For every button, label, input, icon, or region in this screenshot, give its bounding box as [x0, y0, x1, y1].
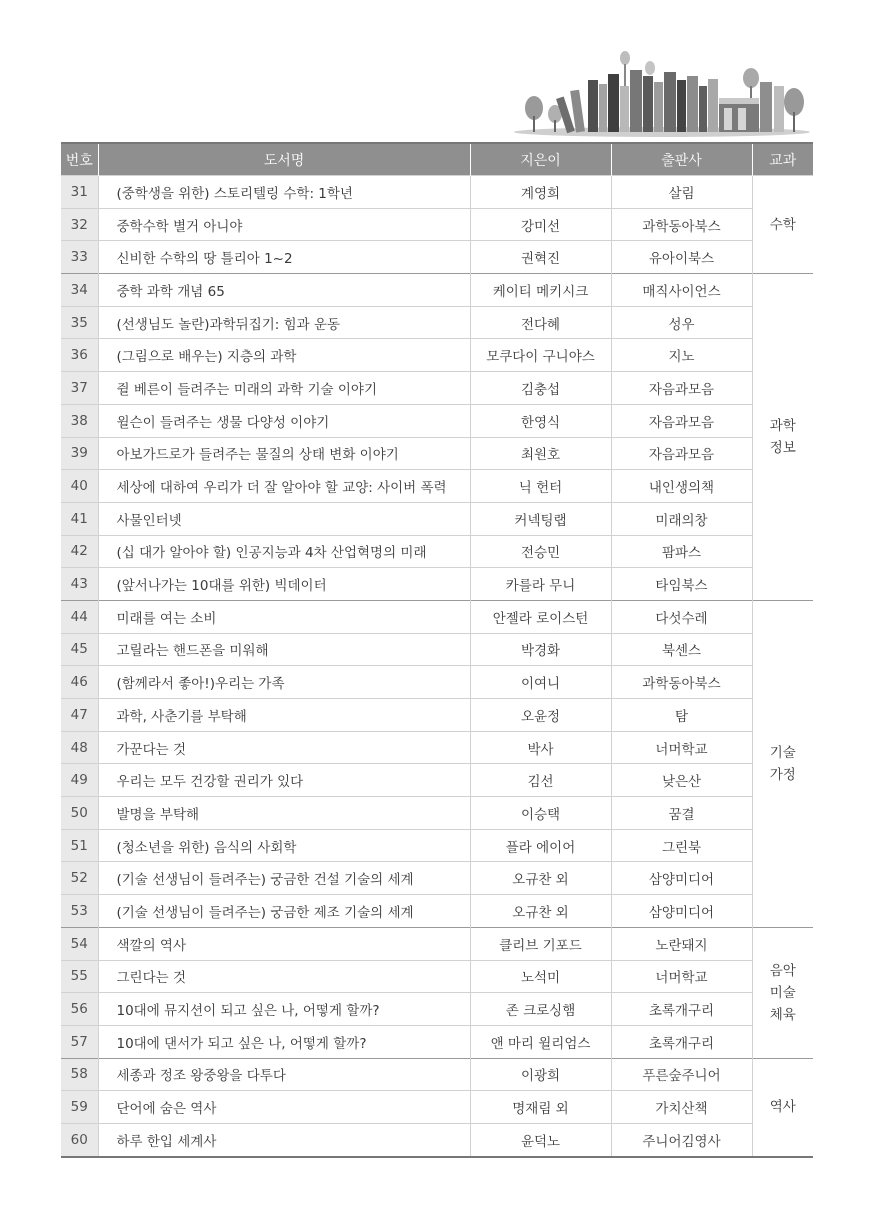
row-number: 38 [61, 404, 98, 437]
book-title: 아보가드로가 들려주는 물질의 상태 변화 이야기 [98, 437, 470, 470]
book-title: (앞서나가는 10대를 위한) 빅데이터 [98, 568, 470, 601]
table-row [61, 699, 813, 732]
table-row [61, 208, 813, 241]
book-publisher: 삼양미디어 [611, 895, 752, 928]
header-subject: 교과 [752, 143, 813, 176]
book-title: (함께라서 좋아!)우리는 가족 [98, 666, 470, 699]
table-row [61, 241, 813, 274]
row-number: 54 [61, 927, 98, 960]
row-number: 35 [61, 306, 98, 339]
table-row [61, 470, 813, 503]
book-author: 김충섭 [470, 372, 611, 405]
book-title: (선생님도 놀란)과학뒤집기: 힘과 운동 [98, 306, 470, 339]
book-publisher: 살림 [611, 176, 752, 209]
row-number: 56 [61, 993, 98, 1026]
table-row [61, 600, 813, 633]
row-number: 39 [61, 437, 98, 470]
table-row [61, 927, 813, 960]
row-number: 45 [61, 633, 98, 666]
book-author: 케이티 메키시크 [470, 274, 611, 307]
row-number: 41 [61, 502, 98, 535]
table-row [61, 339, 813, 372]
row-number: 44 [61, 600, 98, 633]
book-author: 존 크로싱햄 [470, 993, 611, 1026]
book-publisher: 너머학교 [611, 731, 752, 764]
book-author: 오규찬 외 [470, 895, 611, 928]
book-author: 계영희 [470, 176, 611, 209]
book-title: 우리는 모두 건강할 권리가 있다 [98, 764, 470, 797]
book-title: (십 대가 알아야 할) 인공지능과 4차 산업혁명의 미래 [98, 535, 470, 568]
table-row [61, 895, 813, 928]
book-publisher: 너머학교 [611, 960, 752, 993]
table-row [61, 993, 813, 1026]
table-row [61, 829, 813, 862]
book-title: 중학 과학 개념 65 [98, 274, 470, 307]
book-author: 한영식 [470, 404, 611, 437]
book-title: 미래를 여는 소비 [98, 600, 470, 633]
row-number: 58 [61, 1058, 98, 1091]
book-publisher: 지노 [611, 339, 752, 372]
row-number: 47 [61, 699, 98, 732]
subject-cell: 기술 가정 [752, 600, 813, 927]
book-author: 박경화 [470, 633, 611, 666]
table-body [61, 176, 813, 1157]
row-number: 48 [61, 731, 98, 764]
book-publisher: 팜파스 [611, 535, 752, 568]
book-author: 노석미 [470, 960, 611, 993]
table-row [61, 568, 813, 601]
table-row [61, 731, 813, 764]
book-title: (중학생을 위한) 스토리텔링 수학: 1학년 [98, 176, 470, 209]
row-number: 49 [61, 764, 98, 797]
book-title: 중학수학 별거 아니야 [98, 208, 470, 241]
header-number: 번호 [61, 143, 98, 176]
book-author: 전다혜 [470, 306, 611, 339]
book-author: 윤덕노 [470, 1123, 611, 1156]
book-publisher: 탐 [611, 699, 752, 732]
row-number: 59 [61, 1091, 98, 1124]
book-title: 고릴라는 핸드폰을 미워해 [98, 633, 470, 666]
row-number: 34 [61, 274, 98, 307]
row-number: 42 [61, 535, 98, 568]
book-publisher: 초록개구리 [611, 993, 752, 1026]
book-title: 10대에 댄서가 되고 싶은 나, 어떻게 할까? [98, 1025, 470, 1058]
book-author: 오규찬 외 [470, 862, 611, 895]
book-author: 카를라 무니 [470, 568, 611, 601]
book-author: 앤 마리 윌리엄스 [470, 1025, 611, 1058]
row-number: 37 [61, 372, 98, 405]
row-number: 55 [61, 960, 98, 993]
table-row [61, 1091, 813, 1124]
book-author: 클리브 기포드 [470, 927, 611, 960]
book-list-table [61, 142, 813, 1158]
book-title: 과학, 사춘기를 부탁해 [98, 699, 470, 732]
row-number: 50 [61, 797, 98, 830]
book-publisher: 초록개구리 [611, 1025, 752, 1058]
table-row [61, 633, 813, 666]
book-author: 강미선 [470, 208, 611, 241]
book-title: (청소년을 위한) 음식의 사회학 [98, 829, 470, 862]
book-publisher: 낮은산 [611, 764, 752, 797]
book-publisher: 자음과모음 [611, 404, 752, 437]
table-row [61, 535, 813, 568]
book-publisher: 내인생의책 [611, 470, 752, 503]
row-number: 52 [61, 862, 98, 895]
book-title: 발명을 부탁해 [98, 797, 470, 830]
book-author: 박사 [470, 731, 611, 764]
book-publisher: 삼양미디어 [611, 862, 752, 895]
subject-cell: 음악 미술 체육 [752, 927, 813, 1058]
header-author: 지은이 [470, 143, 611, 176]
book-publisher: 주니어김영사 [611, 1123, 752, 1156]
book-publisher: 자음과모음 [611, 437, 752, 470]
table-row [61, 666, 813, 699]
book-author: 명재림 외 [470, 1091, 611, 1124]
book-publisher: 과학동아북스 [611, 666, 752, 699]
book-title: 하루 한입 세계사 [98, 1123, 470, 1156]
book-author: 권혁진 [470, 241, 611, 274]
row-number: 36 [61, 339, 98, 372]
row-number: 60 [61, 1123, 98, 1156]
book-publisher: 그린북 [611, 829, 752, 862]
book-publisher: 북센스 [611, 633, 752, 666]
row-number: 43 [61, 568, 98, 601]
book-publisher: 성우 [611, 306, 752, 339]
book-title: 세종과 정조 왕중왕을 다투다 [98, 1058, 470, 1091]
subject-cell: 과학 정보 [752, 274, 813, 601]
table-row [61, 1123, 813, 1156]
table-header-row [61, 143, 813, 176]
book-title: 색깔의 역사 [98, 927, 470, 960]
row-number: 33 [61, 241, 98, 274]
header-title: 도서명 [98, 143, 470, 176]
book-title: 윌슨이 들려주는 생물 다양성 이야기 [98, 404, 470, 437]
book-author: 이승택 [470, 797, 611, 830]
table-row [61, 274, 813, 307]
table-row [61, 862, 813, 895]
book-publisher: 푸른숲주니어 [611, 1058, 752, 1091]
book-author: 오윤정 [470, 699, 611, 732]
table-row [61, 502, 813, 535]
book-title: 신비한 수학의 땅 틀리아 1~2 [98, 241, 470, 274]
book-author: 전승민 [470, 535, 611, 568]
table-row [61, 176, 813, 209]
book-title: 그린다는 것 [98, 960, 470, 993]
table-row [61, 306, 813, 339]
book-title: (그림으로 배우는) 지층의 과학 [98, 339, 470, 372]
book-publisher: 과학동아북스 [611, 208, 752, 241]
book-publisher: 자음과모음 [611, 372, 752, 405]
row-number: 57 [61, 1025, 98, 1058]
table-row [61, 960, 813, 993]
row-number: 46 [61, 666, 98, 699]
table-row [61, 404, 813, 437]
book-publisher: 다섯수레 [611, 600, 752, 633]
book-title: 세상에 대하여 우리가 더 잘 알아야 할 교양: 사이버 폭력 [98, 470, 470, 503]
book-author: 닉 헌터 [470, 470, 611, 503]
book-author: 커넥팅랩 [470, 502, 611, 535]
book-publisher: 꿈결 [611, 797, 752, 830]
table-row [61, 1025, 813, 1058]
row-number: 53 [61, 895, 98, 928]
book-title: 가꾼다는 것 [98, 731, 470, 764]
book-publisher: 타임북스 [611, 568, 752, 601]
book-author: 플라 에이어 [470, 829, 611, 862]
subject-cell: 역사 [752, 1058, 813, 1157]
book-author: 이여니 [470, 666, 611, 699]
table-row [61, 372, 813, 405]
book-author: 모쿠다이 구니야스 [470, 339, 611, 372]
book-title: 단어에 숨은 역사 [98, 1091, 470, 1124]
book-author: 최원호 [470, 437, 611, 470]
book-publisher: 유아이북스 [611, 241, 752, 274]
row-number: 40 [61, 470, 98, 503]
row-number: 32 [61, 208, 98, 241]
book-author: 이광희 [470, 1058, 611, 1091]
book-title: (기술 선생님이 들려주는) 궁금한 건설 기술의 세계 [98, 862, 470, 895]
book-author: 김선 [470, 764, 611, 797]
book-publisher: 미래의창 [611, 502, 752, 535]
row-number: 31 [61, 176, 98, 209]
table-row [61, 1058, 813, 1091]
table-row [61, 764, 813, 797]
subject-cell: 수학 [752, 176, 813, 274]
book-title: 쥘 베른이 들려주는 미래의 과학 기술 이야기 [98, 372, 470, 405]
header-publisher: 출판사 [611, 143, 752, 176]
book-title: 10대에 뮤지션이 되고 싶은 나, 어떻게 할까? [98, 993, 470, 1026]
book-publisher: 매직사이언스 [611, 274, 752, 307]
table-row [61, 437, 813, 470]
book-publisher: 가치산책 [611, 1091, 752, 1124]
book-title: (기술 선생님이 들려주는) 궁금한 제조 기술의 세계 [98, 895, 470, 928]
book-title: 사물인터넷 [98, 502, 470, 535]
book-publisher: 노란돼지 [611, 927, 752, 960]
book-author: 안젤라 로이스턴 [470, 600, 611, 633]
table-row [61, 797, 813, 830]
row-number: 51 [61, 829, 98, 862]
bookshelf-illustration [512, 46, 818, 138]
